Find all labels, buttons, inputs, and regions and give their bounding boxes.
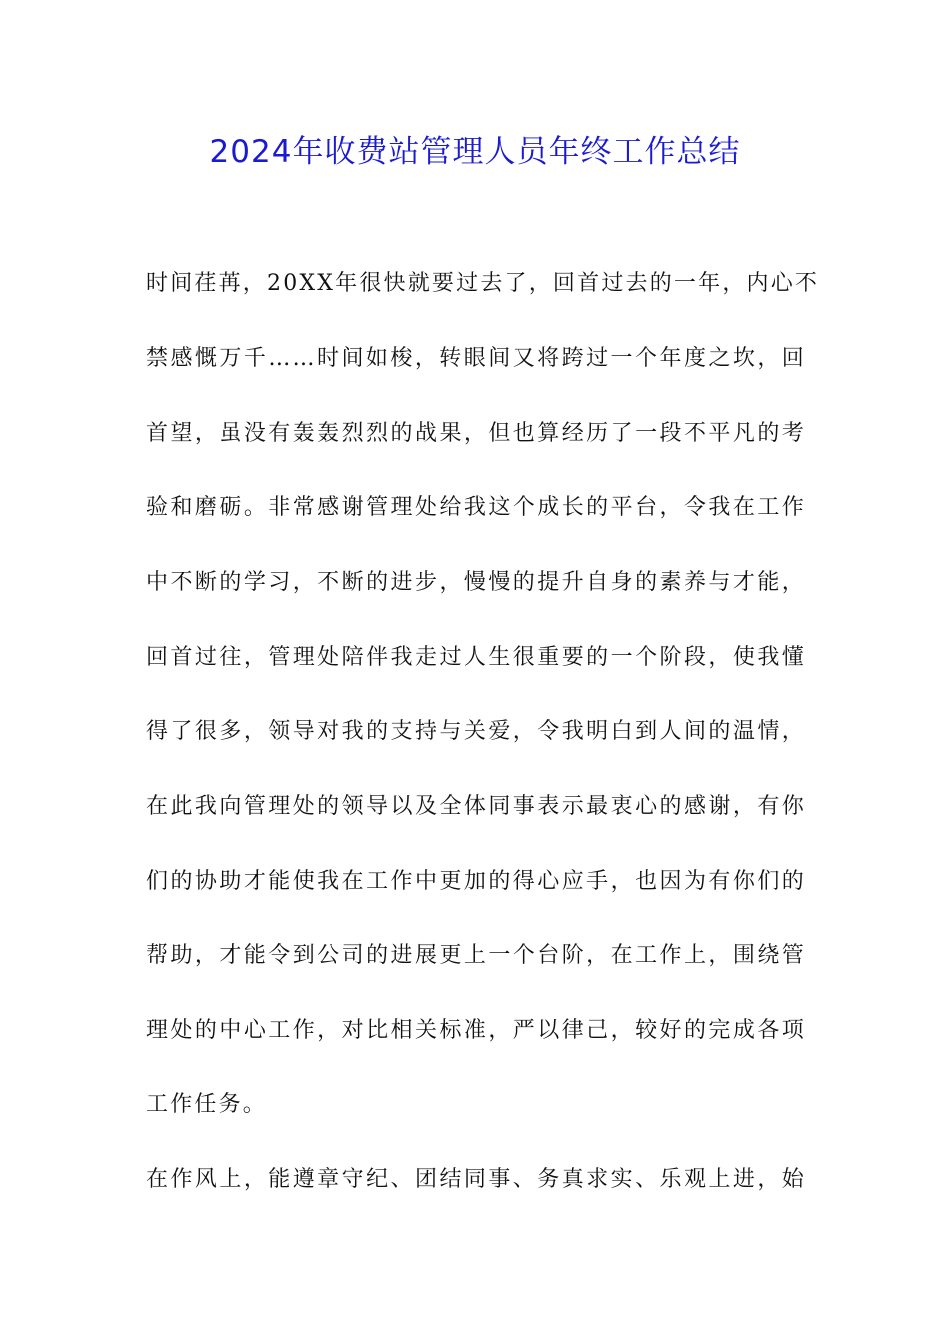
paragraph-line-11: 理处的中心工作，对比相关标准，严以律己，较好的完成各项	[146, 1018, 806, 1043]
paragraph-line-4: 验和磨砺。非常感谢管理处给我这个成长的平台，令我在工作	[146, 495, 806, 520]
document-title: 2024年收费站管理人员年终工作总结	[209, 134, 741, 170]
paragraph-line-10: 帮助，才能令到公司的进展更上一个台阶，在工作上，围绕管	[146, 943, 806, 968]
paragraph-line-8: 在此我向管理处的领导以及全体同事表示最衷心的感谢，有你	[146, 794, 806, 819]
paragraph-line-9: 们的协助才能使我在工作中更加的得心应手，也因为有你们的	[146, 869, 806, 894]
paragraph-line-13: 在作风上，能遵章守纪、团结同事、务真求实、乐观上进，始	[146, 1167, 806, 1192]
paragraph-line-5: 中不断的学习，不断的进步，慢慢的提升自身的素养与才能，	[146, 570, 806, 595]
paragraph-line-6: 回首过往，管理处陪伴我走过人生很重要的一个阶段，使我懂	[146, 645, 806, 670]
paragraph-line-3: 首望，虽没有轰轰烈烈的战果，但也算经历了一段不平凡的考	[146, 421, 806, 446]
paragraph-line-7: 得了很多，领导对我的支持与关爱，令我明白到人间的温情，	[146, 719, 806, 744]
paragraph-line-2: 禁感慨万千……时间如梭，转眼间又将跨过一个年度之坎，回	[146, 346, 806, 371]
paragraph-line-1: 时间荏苒，20XX年很快就要过去了，回首过去的一年，内心不	[146, 271, 820, 296]
paragraph-line-12: 工作任务。	[146, 1092, 268, 1117]
